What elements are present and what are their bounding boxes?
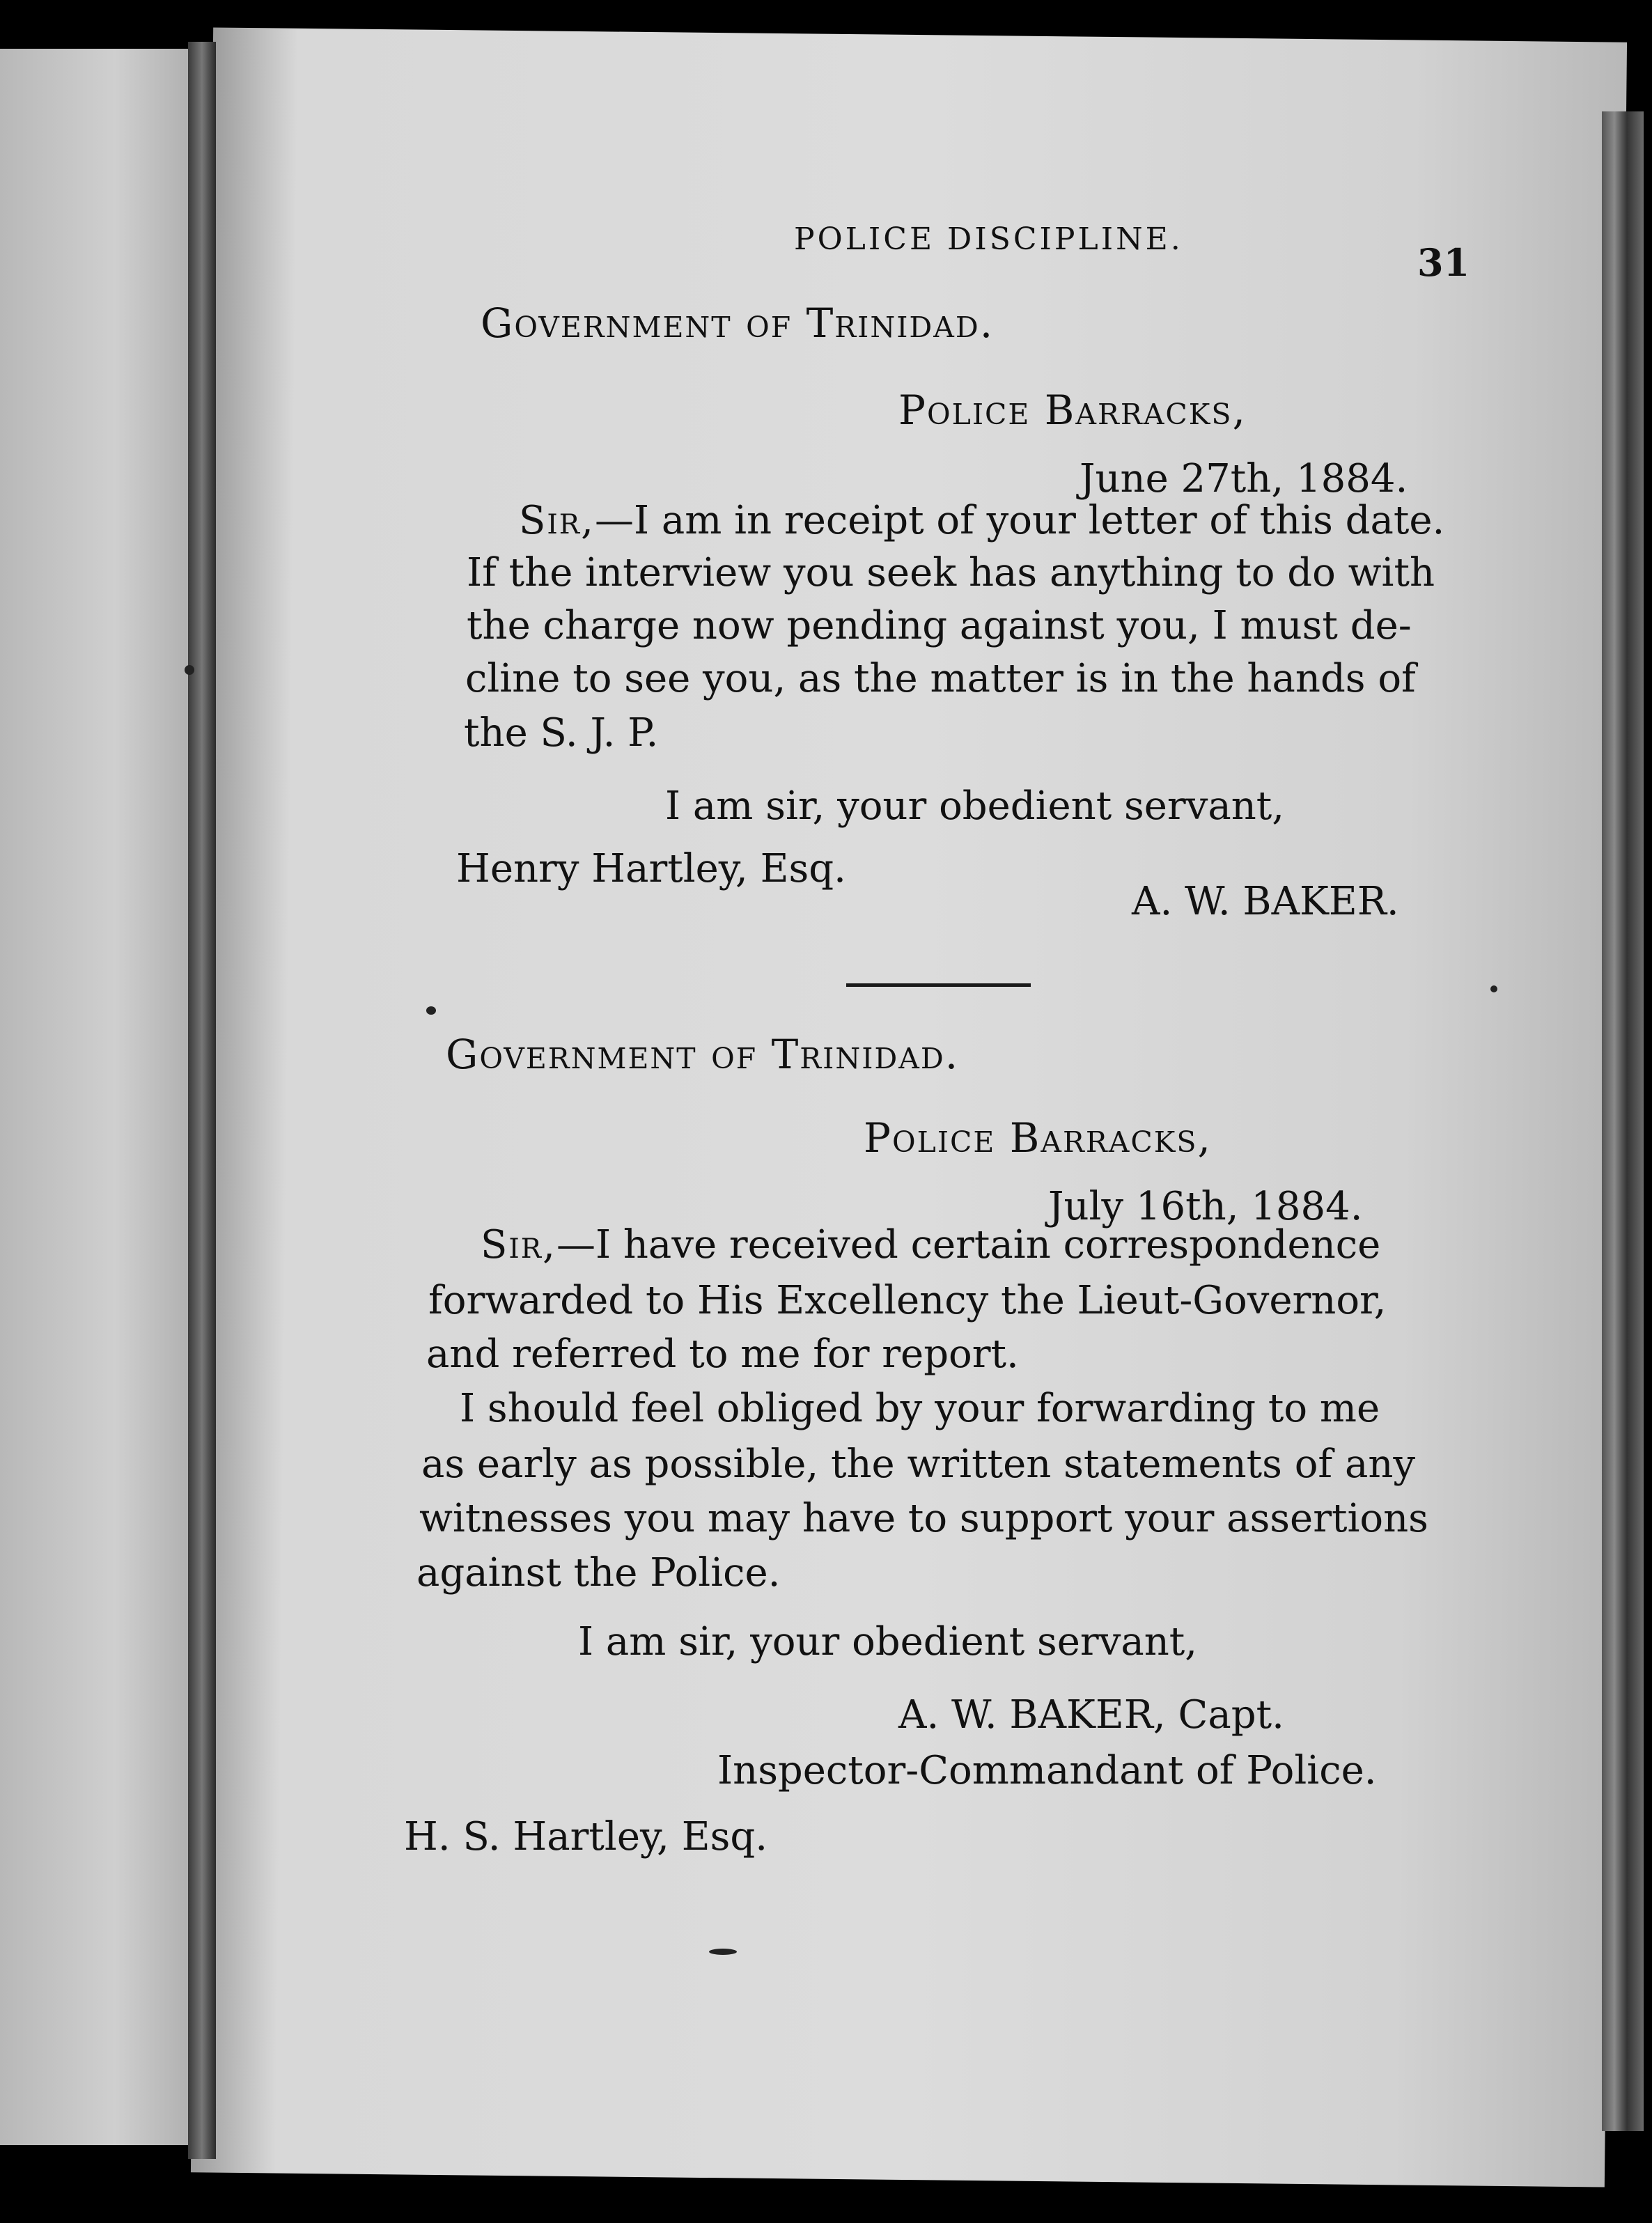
letter1-body-line: If the interview you seek has anything to do with bbox=[467, 550, 1435, 595]
book-gutter bbox=[188, 42, 216, 2159]
scan-speck bbox=[1490, 985, 1497, 992]
letter1-addressee: Henry Hartley, Esq. bbox=[456, 846, 846, 891]
page-number: 31 bbox=[1417, 240, 1470, 285]
letter1-body-line: the charge now pending against you, I must de- bbox=[467, 603, 1412, 648]
scan-speck bbox=[709, 1949, 737, 1955]
letter2-body-line: witnesses you may have to support your assertions bbox=[419, 1496, 1428, 1541]
letter1-signature: A. W. BAKER. bbox=[1132, 879, 1399, 924]
letter2-heading: Government of Trinidad. bbox=[446, 1031, 960, 1078]
letter2-first-line bbox=[481, 1222, 1380, 1268]
letter2-body-line: —I have received certain correspondence bbox=[556, 1222, 1381, 1268]
letter2-addressee: H. S. Hartley, Esq. bbox=[404, 1814, 768, 1859]
letter2-body-line: as early as possible, the written statements of any bbox=[421, 1442, 1416, 1487]
letter2-body-line: I should feel obliged by your forwarding to me bbox=[460, 1386, 1380, 1431]
letter2-closing: I am sir, your obedient servant, bbox=[578, 1619, 1198, 1664]
letter1-first-line bbox=[519, 498, 1444, 543]
letter1-address: Police Barracks, bbox=[898, 387, 1247, 434]
letter1-salutation: Sir, bbox=[519, 498, 595, 543]
letter1-closing: I am sir, your obedient servant, bbox=[665, 783, 1285, 829]
letter2-body-line: and referred to me for report. bbox=[426, 1332, 1019, 1377]
scan-speck bbox=[426, 1006, 436, 1015]
scan-speck bbox=[185, 665, 194, 675]
letter2-salutation: Sir, bbox=[481, 1222, 556, 1268]
letter2-address: Police Barracks, bbox=[864, 1114, 1212, 1162]
running-head: POLICE DISCIPLINE. bbox=[794, 221, 1183, 257]
letter2-signature: A. W. BAKER, Capt. bbox=[898, 1692, 1284, 1738]
letter1-body-line: —I am in receipt of your letter of this date. bbox=[594, 498, 1445, 543]
facing-page bbox=[0, 49, 209, 2145]
page-edge bbox=[1602, 111, 1644, 2131]
letter1-date: June 27th, 1884. bbox=[1080, 456, 1408, 501]
section-divider bbox=[846, 983, 1031, 987]
letter2-date: July 16th, 1884. bbox=[1048, 1184, 1363, 1229]
book-page bbox=[191, 27, 1627, 2187]
letter1-body-line: the S. J. P. bbox=[464, 710, 659, 756]
letter1-heading: Government of Trinidad. bbox=[481, 299, 995, 347]
letter2-body-line: against the Police. bbox=[416, 1550, 781, 1596]
letter2-body-line: forwarded to His Excellency the Lieut-Governor, bbox=[428, 1278, 1387, 1323]
letter2-title: Inspector-Commandant of Police. bbox=[717, 1748, 1377, 1793]
letter1-body-line: cline to see you, as the matter is in the hands of bbox=[465, 656, 1416, 701]
